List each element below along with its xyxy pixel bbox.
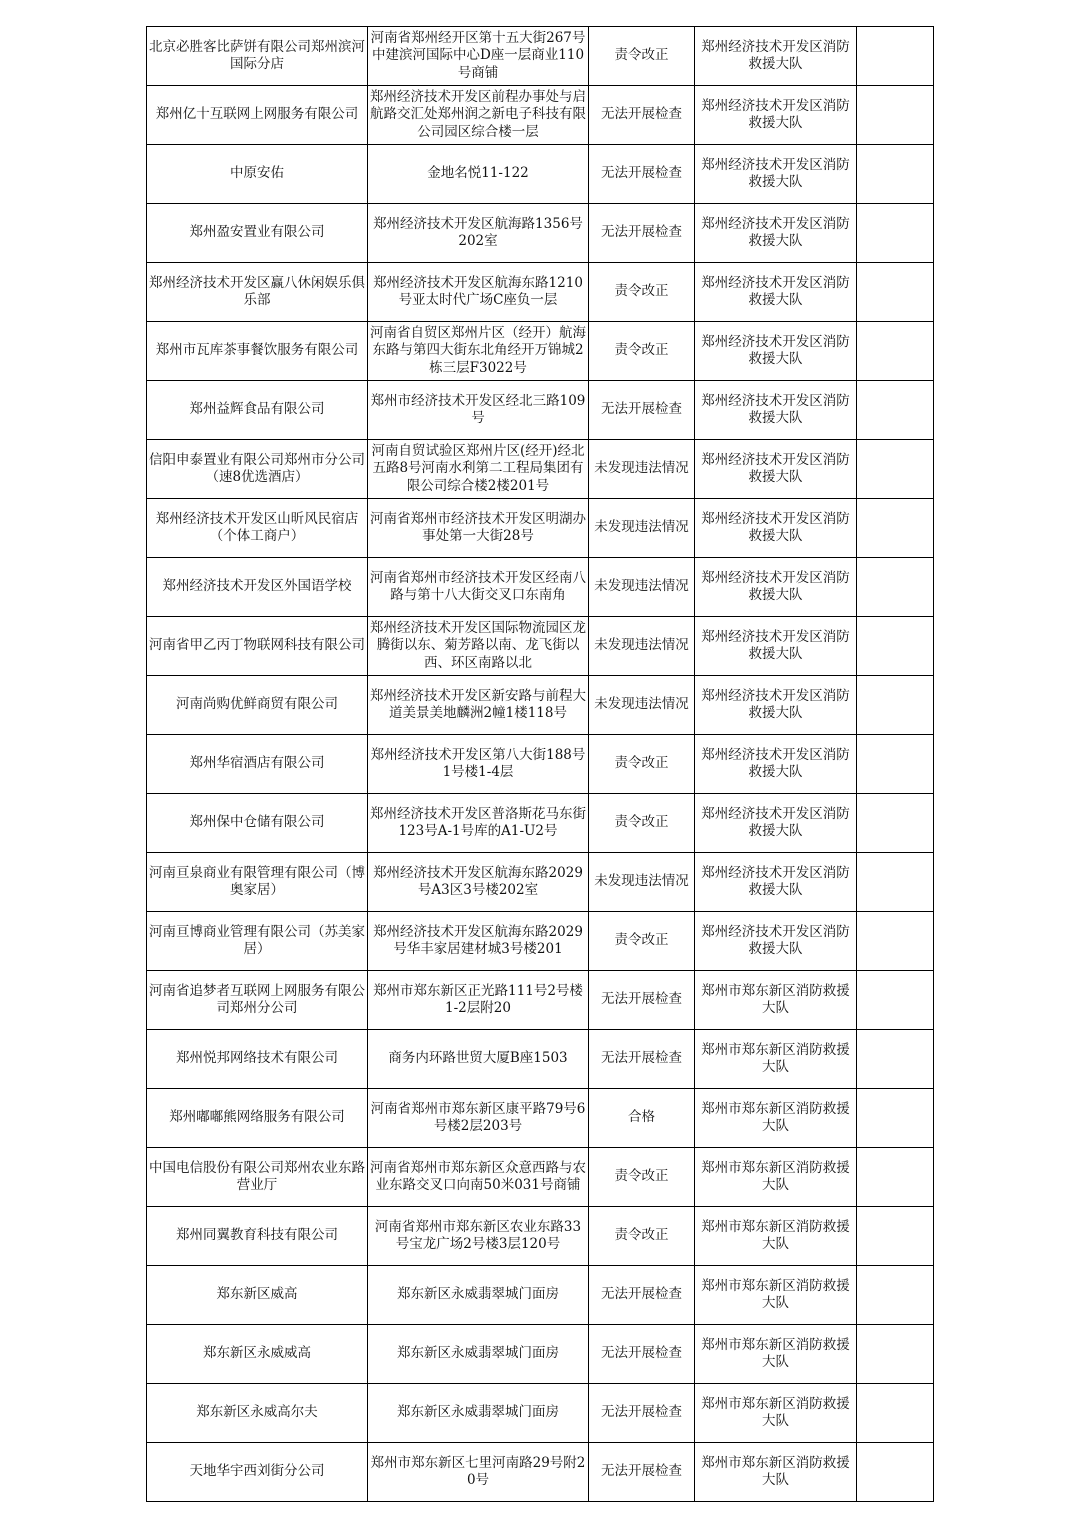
remark-cell	[857, 853, 934, 912]
remark-cell	[857, 145, 934, 204]
table-row	[147, 1030, 934, 1089]
remark-cell	[857, 735, 934, 794]
company-name-cell: 郑州保中仓储有限公司	[147, 794, 368, 853]
result-cell: 无法开展检查	[589, 1384, 695, 1443]
company-name-cell: 信阳申泰置业有限公司郑州市分公司（速8优选酒店）	[147, 440, 368, 499]
table-row	[147, 912, 934, 971]
company-name-cell: 天地华宇西刘街分公司	[147, 1443, 368, 1502]
address-cell: 河南省郑州市郑东新区农业东路33号宝龙广场2号楼3层120号	[368, 1207, 589, 1266]
result-cell: 无法开展检查	[589, 1266, 695, 1325]
address-cell: 郑东新区永威翡翠城门面房	[368, 1384, 589, 1443]
unit-cell: 郑州经济技术开发区消防救援大队	[695, 735, 857, 794]
table-row	[147, 558, 934, 617]
remark-cell	[857, 1207, 934, 1266]
inspection-table	[146, 26, 934, 1502]
table-body	[147, 27, 934, 1502]
company-name-cell: 郑州悦邦网络技术有限公司	[147, 1030, 368, 1089]
remark-cell	[857, 1266, 934, 1325]
unit-cell: 郑州市郑东新区消防救援大队	[695, 1266, 857, 1325]
table-row	[147, 440, 934, 499]
result-cell: 未发现违法情况	[589, 617, 695, 676]
company-name-cell: 郑州经济技术开发区赢八休闲娱乐俱乐部	[147, 263, 368, 322]
company-name-cell: 河南亘泉商业有限管理有限公司（博奥家居）	[147, 853, 368, 912]
result-cell: 责令改正	[589, 735, 695, 794]
result-cell: 责令改正	[589, 1148, 695, 1207]
address-cell: 郑州市郑东新区正光路111号2号楼1-2层附20	[368, 971, 589, 1030]
remark-cell	[857, 1030, 934, 1089]
result-cell: 责令改正	[589, 322, 695, 381]
result-cell: 无法开展检查	[589, 1443, 695, 1502]
unit-cell: 郑州经济技术开发区消防救援大队	[695, 912, 857, 971]
company-name-cell: 郑州益辉食品有限公司	[147, 381, 368, 440]
company-name-cell: 郑州经济技术开发区外国语学校	[147, 558, 368, 617]
unit-cell: 郑州市郑东新区消防救援大队	[695, 1089, 857, 1148]
address-cell: 郑州经济技术开发区普洛斯花马东街123号A-1号库的A1-U2号	[368, 794, 589, 853]
address-cell: 郑州经济技术开发区航海东路1210号亚太时代广场C座负一层	[368, 263, 589, 322]
table-row	[147, 1384, 934, 1443]
remark-cell	[857, 912, 934, 971]
address-cell: 郑州经济技术开发区航海东路2029号华丰家居建材城3号楼201	[368, 912, 589, 971]
table-row	[147, 499, 934, 558]
unit-cell: 郑州市郑东新区消防救援大队	[695, 1325, 857, 1384]
result-cell: 未发现违法情况	[589, 676, 695, 735]
address-cell: 郑州经济技术开发区航海东路2029号A3区3号楼202室	[368, 853, 589, 912]
remark-cell	[857, 440, 934, 499]
table-row	[147, 794, 934, 853]
table-row	[147, 1089, 934, 1148]
remark-cell	[857, 322, 934, 381]
company-name-cell: 郑州同翼教育科技有限公司	[147, 1207, 368, 1266]
company-name-cell: 郑州经济技术开发区山昕风民宿店（个体工商户）	[147, 499, 368, 558]
company-name-cell: 郑东新区永威高尔夫	[147, 1384, 368, 1443]
address-cell: 郑州经济技术开发区前程办事处与启航路交汇处郑州润之新电子科技有限公司园区综合楼一层	[368, 86, 589, 145]
result-cell: 合格	[589, 1089, 695, 1148]
remark-cell	[857, 27, 934, 86]
remark-cell	[857, 1443, 934, 1502]
company-name-cell: 河南亘博商业管理有限公司（苏美家居）	[147, 912, 368, 971]
result-cell: 无法开展检查	[589, 381, 695, 440]
remark-cell	[857, 1325, 934, 1384]
remark-cell	[857, 499, 934, 558]
company-name-cell: 中原安佑	[147, 145, 368, 204]
address-cell: 郑州市郑东新区七里河南路29号附20号	[368, 1443, 589, 1502]
address-cell: 郑州市经济技术开发区经北三路109号	[368, 381, 589, 440]
unit-cell: 郑州经济技术开发区消防救援大队	[695, 263, 857, 322]
table-row	[147, 1266, 934, 1325]
remark-cell	[857, 971, 934, 1030]
address-cell: 郑州经济技术开发区航海路1356号202室	[368, 204, 589, 263]
table-row	[147, 381, 934, 440]
table-row	[147, 853, 934, 912]
remark-cell	[857, 1148, 934, 1207]
table-row	[147, 1207, 934, 1266]
company-name-cell: 郑州华宿酒店有限公司	[147, 735, 368, 794]
unit-cell: 郑州经济技术开发区消防救援大队	[695, 558, 857, 617]
unit-cell: 郑州经济技术开发区消防救援大队	[695, 145, 857, 204]
company-name-cell: 郑东新区永威威高	[147, 1325, 368, 1384]
table-row	[147, 145, 934, 204]
table-row	[147, 263, 934, 322]
remark-cell	[857, 676, 934, 735]
table-row	[147, 1325, 934, 1384]
address-cell: 郑东新区永威翡翠城门面房	[368, 1266, 589, 1325]
unit-cell: 郑州经济技术开发区消防救援大队	[695, 794, 857, 853]
company-name-cell: 郑州盈安置业有限公司	[147, 204, 368, 263]
unit-cell: 郑州市郑东新区消防救援大队	[695, 1384, 857, 1443]
address-cell: 河南省郑州市经济技术开发区经南八路与第十八大街交叉口东南角	[368, 558, 589, 617]
unit-cell: 郑州经济技术开发区消防救援大队	[695, 676, 857, 735]
unit-cell: 郑州经济技术开发区消防救援大队	[695, 440, 857, 499]
address-cell: 郑州经济技术开发区第八大街188号1号楼1-4层	[368, 735, 589, 794]
result-cell: 责令改正	[589, 912, 695, 971]
unit-cell: 郑州市郑东新区消防救援大队	[695, 1207, 857, 1266]
company-name-cell: 中国电信股份有限公司郑州农业东路营业厅	[147, 1148, 368, 1207]
address-cell: 郑东新区永威翡翠城门面房	[368, 1325, 589, 1384]
remark-cell	[857, 1384, 934, 1443]
result-cell: 责令改正	[589, 794, 695, 853]
remark-cell	[857, 794, 934, 853]
result-cell: 责令改正	[589, 1207, 695, 1266]
result-cell: 无法开展检查	[589, 1030, 695, 1089]
remark-cell	[857, 617, 934, 676]
table-row	[147, 86, 934, 145]
result-cell: 无法开展检查	[589, 1325, 695, 1384]
result-cell: 责令改正	[589, 27, 695, 86]
result-cell: 无法开展检查	[589, 971, 695, 1030]
address-cell: 河南省自贸区郑州片区（经开）航海东路与第四大街东北角经开万锦城2栋三层F3022号	[368, 322, 589, 381]
result-cell: 未发现违法情况	[589, 440, 695, 499]
table-row	[147, 1443, 934, 1502]
address-cell: 商务内环路世贸大厦B座1503	[368, 1030, 589, 1089]
result-cell: 未发现违法情况	[589, 853, 695, 912]
table-row	[147, 27, 934, 86]
unit-cell: 郑州经济技术开发区消防救援大队	[695, 499, 857, 558]
company-name-cell: 郑东新区威高	[147, 1266, 368, 1325]
unit-cell: 郑州经济技术开发区消防救援大队	[695, 322, 857, 381]
table-row	[147, 971, 934, 1030]
company-name-cell: 河南尚购优鲜商贸有限公司	[147, 676, 368, 735]
remark-cell	[857, 558, 934, 617]
result-cell: 无法开展检查	[589, 86, 695, 145]
company-name-cell: 郑州市瓦库茶事餐饮服务有限公司	[147, 322, 368, 381]
remark-cell	[857, 1089, 934, 1148]
remark-cell	[857, 381, 934, 440]
table-row	[147, 735, 934, 794]
remark-cell	[857, 86, 934, 145]
remark-cell	[857, 204, 934, 263]
company-name-cell: 北京必胜客比萨饼有限公司郑州滨河国际分店	[147, 27, 368, 86]
unit-cell: 郑州市郑东新区消防救援大队	[695, 1030, 857, 1089]
unit-cell: 郑州经济技术开发区消防救援大队	[695, 853, 857, 912]
result-cell: 未发现违法情况	[589, 499, 695, 558]
table-row	[147, 676, 934, 735]
table-row	[147, 1148, 934, 1207]
table-row	[147, 204, 934, 263]
address-cell: 郑州经济技术开发区国际物流园区龙腾街以东、菊芳路以南、龙飞街以西、环区南路以北	[368, 617, 589, 676]
company-name-cell: 河南省追梦者互联网上网服务有限公司郑州分公司	[147, 971, 368, 1030]
result-cell: 无法开展检查	[589, 204, 695, 263]
result-cell: 无法开展检查	[589, 145, 695, 204]
unit-cell: 郑州经济技术开发区消防救援大队	[695, 27, 857, 86]
company-name-cell: 郑州亿十互联网上网服务有限公司	[147, 86, 368, 145]
address-cell: 金地名悦11-122	[368, 145, 589, 204]
address-cell: 河南省郑州市经济技术开发区明湖办事处第一大街28号	[368, 499, 589, 558]
table-row	[147, 322, 934, 381]
address-cell: 郑州经济技术开发区新安路与前程大道美景美地麟洲2幢1楼118号	[368, 676, 589, 735]
unit-cell: 郑州经济技术开发区消防救援大队	[695, 204, 857, 263]
unit-cell: 郑州市郑东新区消防救援大队	[695, 1443, 857, 1502]
result-cell: 责令改正	[589, 263, 695, 322]
address-cell: 河南省郑州市郑东新区康平路79号6号楼2层203号	[368, 1089, 589, 1148]
table-row	[147, 617, 934, 676]
address-cell: 河南自贸试验区郑州片区(经开)经北五路8号河南水利第二工程局集团有限公司综合楼2楼201号	[368, 440, 589, 499]
company-name-cell: 河南省甲乙丙丁物联网科技有限公司	[147, 617, 368, 676]
unit-cell: 郑州经济技术开发区消防救援大队	[695, 617, 857, 676]
remark-cell	[857, 263, 934, 322]
unit-cell: 郑州市郑东新区消防救援大队	[695, 971, 857, 1030]
unit-cell: 郑州经济技术开发区消防救援大队	[695, 86, 857, 145]
address-cell: 河南省郑州经开区第十五大街267号中建滨河国际中心D座一层商业110号商铺	[368, 27, 589, 86]
company-name-cell: 郑州嘟嘟熊网络服务有限公司	[147, 1089, 368, 1148]
result-cell: 未发现违法情况	[589, 558, 695, 617]
address-cell: 河南省郑州市郑东新区众意西路与农业东路交叉口向南50米031号商铺	[368, 1148, 589, 1207]
unit-cell: 郑州经济技术开发区消防救援大队	[695, 381, 857, 440]
unit-cell: 郑州市郑东新区消防救援大队	[695, 1148, 857, 1207]
